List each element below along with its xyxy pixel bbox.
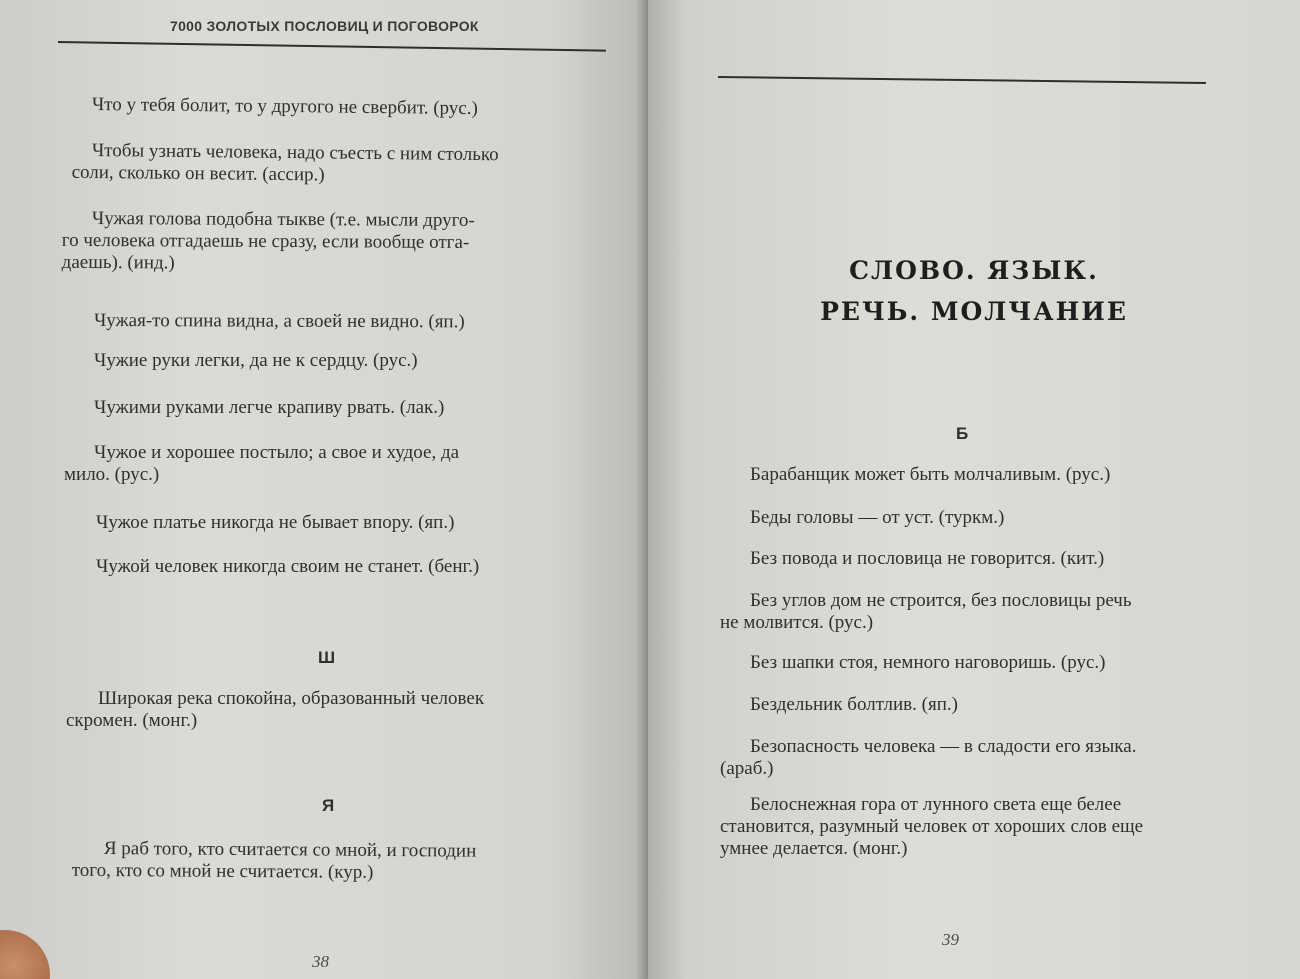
section-title: СЛОВО. ЯЗЫК. xyxy=(849,256,1099,285)
proverb-entry: Чужая голова подобна тыкве (т.е. мысли друго- го человека отгадаешь не сразу, если вообще отга- даешь). (инд.) xyxy=(61,208,475,274)
proverb-entry: Беды головы — от уст. (туркм.) xyxy=(750,507,1005,528)
proverb-entry: Чужая-то спина видна, а своей не видно. (яп.) xyxy=(93,310,465,333)
proverb-entry: Без шапки стоя, немного наговоришь. (рус.) xyxy=(750,652,1106,673)
proverb-entry: Широкая река спокойна, образованный человек скромен. (монг.) xyxy=(66,688,485,731)
header-rule xyxy=(718,76,1206,84)
proverb-entry: Без углов дом не строится, без пословицы речь не молвится. (рус.) xyxy=(720,590,1132,633)
proverb-entry: Белоснежная гора от лунного света еще белее становится, разумный человек от хороших слов еще умнее делается. (монг.) xyxy=(720,794,1144,859)
proverb-entry: Что у тебя болит, то у другого не свербит. (рус.) xyxy=(91,94,478,120)
section-letter: Б xyxy=(956,424,969,443)
proverb-entry: Чтобы узнать человека, надо съесть с ним столько соли, сколько он весит. (ассир.) xyxy=(71,140,499,186)
proverb-entry: Я раб того, кто считается со мной, и господин того, кто со мной не считается. (кур.) xyxy=(71,838,477,883)
page-number: 39 xyxy=(942,930,959,949)
proverb-entry: Безопасность человека — в сладости его языка. (араб.) xyxy=(720,736,1137,779)
section-title: РЕЧЬ. МОЛЧАНИЕ xyxy=(820,297,1128,326)
proverb-entry: Чужое платье никогда не бывает впору. (яп.) xyxy=(96,512,455,533)
proverb-entry: Барабанщик может быть молчаливым. (рус.) xyxy=(750,464,1111,485)
proverb-entry: Чужое и хорошее постыло; а свое и худое, да мило. (рус.) xyxy=(64,442,460,485)
left-page xyxy=(0,0,648,979)
header-rule xyxy=(58,41,606,52)
proverb-entry: Бездельник болтлив. (яп.) xyxy=(750,694,958,715)
right-page xyxy=(648,0,1300,979)
proverb-entry: Чужими руками легче крапиву рвать. (лак.) xyxy=(94,397,445,418)
proverb-entry: Без повода и пословица не говорится. (кит.) xyxy=(750,548,1105,569)
proverb-entry: Чужой человек никогда своим не станет. (бенг.) xyxy=(96,556,480,577)
proverb-entry: Чужие руки легки, да не к сердцу. (рус.) xyxy=(94,350,418,371)
finger-image xyxy=(0,930,50,979)
running-head: 7000 ЗОЛОТЫХ ПОСЛОВИЦ И ПОГОВОРОК xyxy=(170,18,479,34)
page-number: 38 xyxy=(312,952,329,971)
section-letter: Я xyxy=(322,796,335,815)
section-letter: Ш xyxy=(318,648,336,667)
